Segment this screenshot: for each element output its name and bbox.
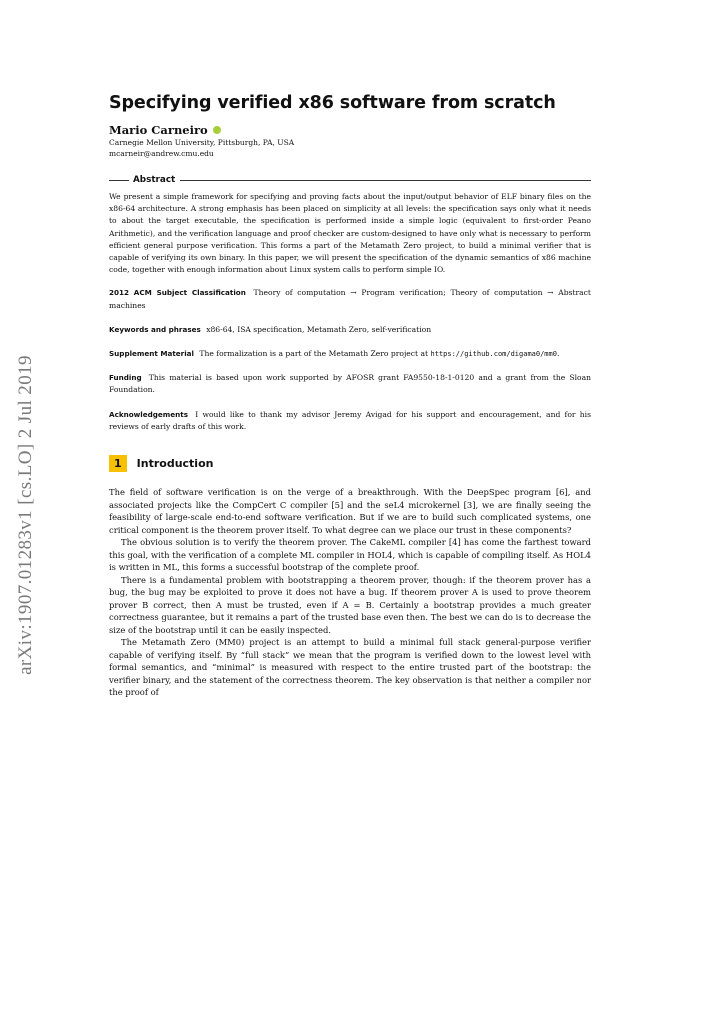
abstract-text: We present a simple framework for specifying and proving facts about the input/output behavior of ELF binary files on the x86-64 architecture. A strong emphasis has been placed on simplicity at all levels: the specification says only what it needs to about the target executable, the specification is performed inside a simple logic (equivalent to first-order Peano Arithmetic), and the verification language and proof checker are custom-designed to have only what is necessary to perform efficient general purpose verification. This forms a part of the Metamath Zero project, to build a minimal verifier that is capable of verifying its own binary. In this paper, we will present the specification of the dynamic semantics of x86 machine code, together with enough information about Linux system calls to perform simple IO. [109,192,591,275]
author-email[interactable]: mcarneir@andrew.cmu.edu [109,149,214,158]
paper-title: Specifying verified x86 software from scratch [109,93,556,113]
supplement-url-link[interactable]: https://github.com/digama0/mm0 [430,350,557,359]
paragraph: The obvious solution is to verify the theorem prover. The CakeML compiler [4] has come the farthest toward this goal, with the verification of a complete ML compiler in HOL4, which is capable of compiling itself. As HOL4 is written in ML, this forms a successful bootstrap of the complete proof. [109,537,591,573]
funding [109,372,591,396]
author-line [109,123,591,137]
acm-classification [109,287,591,311]
abstract-rule-right [180,180,591,181]
acm-text: Theory of computation → Program verification; Theory of computation → Abstract machines [109,288,591,310]
paragraph: There is a fundamental problem with bootstrapping a theorem prover, though: if the theorem prover has a bug, the bug may be exploited to prove it does not have a bug. If theorem prover A is used to prove theorem prover B correct, then A must be trusted, even if A = B. Certainly a bootstrap provides a much greater correctness guarantee, but it remains a part of the trusted base even then. The best we can do is to decrease the size of the bootstrap until it can be easily inspected. [109,574,591,635]
abstract-rule-left [109,180,129,181]
paper-page [109,93,591,699]
supplement-label: Supplement Material [109,349,194,359]
section-title: Introduction [136,457,214,471]
author-affiliation: Carnegie Mellon University, Pittsburgh, PA, USA [109,138,295,147]
section-number: 1 [109,455,127,472]
abstract-heading-label: Abstract [133,175,176,185]
supplement-end: . [556,349,560,359]
funding-text: This material is based upon work supported by AFOSR grant FA9550-18-1-0120 and a grant from the Sloan Foundation. [109,373,591,395]
acknowledgements-text: I would like to thank my advisor Jeremy Avigad for his support and encouragement, and for his reviews of early drafts of this work. [109,409,591,431]
arxiv-identifier [4,330,48,700]
paragraph: The field of software verification is on the verge of a breakthrough. With the DeepSpec program [6], and associated projects like the CompCert C compiler [5] and the seL4 microkernel [3], we are finally seeing the feasibility of large-scale end-to-end software verification. But if we are to build such complicated systems, one critical component is the theorem prover itself. To what degree can we place our trust in these components? [109,487,591,535]
arxiv-id-text: arXiv:1907.01283v1 [cs.LO] 2 Jul 2019 [15,355,37,675]
supplement-text: The formalization is a part of the Metamath Zero project at [199,349,429,359]
funding-label: Funding [109,373,142,383]
acm-label: 2012 ACM Subject Classification [109,288,246,298]
author-name: Mario Carneiro [109,123,208,137]
keywords-label: Keywords and phrases [109,324,201,334]
section-body [109,486,591,699]
orcid-icon[interactable] [213,126,221,134]
section-heading-introduction [109,455,591,472]
acknowledgements [109,409,591,433]
keywords [109,324,591,336]
abstract-heading [109,175,591,185]
keywords-text: x86-64, ISA specification, Metamath Zero, self-verification [206,324,432,334]
paragraph: The Metamath Zero (MM0) project is an attempt to build a minimal full stack general-purpose verifier capable of verifying itself. By “full stack” we mean that the program is verified down to the lowest level with formal semantics, and “minimal” is measured with respect to the entire trusted part of the bootstrap: the verifier binary, and the statement of the correctness theorem. The key observation is that neither a compiler nor the proof of [109,637,591,698]
acknowledgements-label: Acknowledgements [109,409,188,419]
supplement-material [109,348,591,360]
